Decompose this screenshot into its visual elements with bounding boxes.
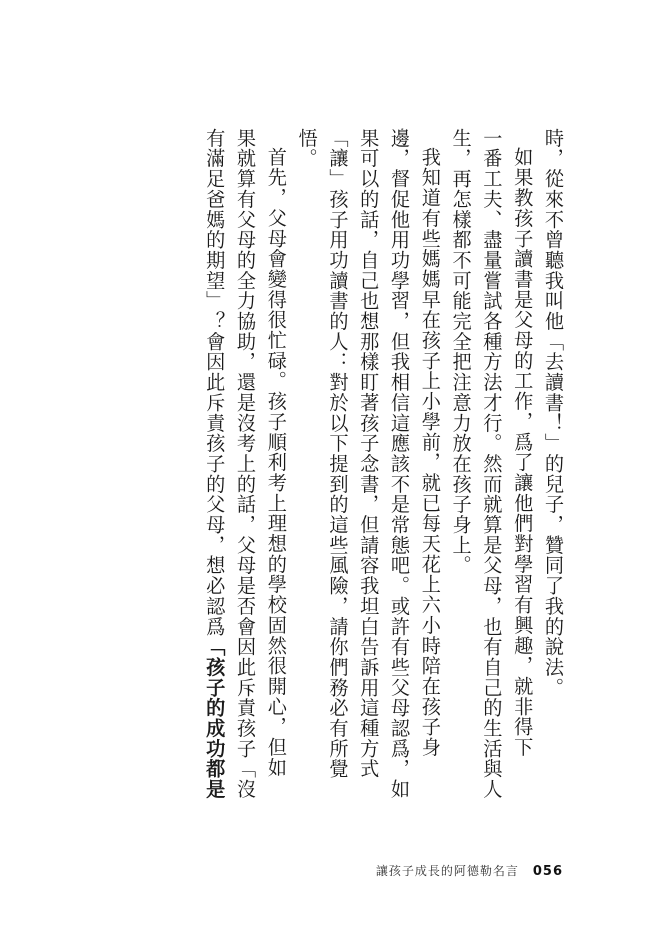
text-column: 首先，父母會變得很忙碌。孩子順利考上理想的學校固然很開心，但如: [264, 147, 288, 779]
text-column: 邊，督促他用功學習，但我相信這應該不是常態吧。或許有些父母認爲，如: [388, 128, 412, 800]
page-footer: [376, 862, 563, 879]
text-column: 「讓」孩子用功讀書的人：對於以下提到的這些風險，請你們務必有所覺: [326, 128, 350, 780]
vertical-text-body: [198, 128, 568, 800]
bold-emphasis: 「孩子的成功都是: [203, 636, 227, 800]
text-column: 悟。: [295, 128, 319, 169]
text-column: 我知道有些媽媽早在孩子上小學前，就已每天花上六小時陪在孩子身: [418, 147, 442, 758]
text-column: 如果教孩子讀書是父母的工作，爲了讓他們對學習有興趣，就非得下: [511, 147, 535, 758]
text-column: 時，從來不曾聽我叫他「去讀書！」的兒子，贊同了我的說法。: [542, 128, 565, 698]
text-column: 有滿足爸媽的期望」？會因此斥責孩子的父母，想必認爲「孩子的成功都是: [203, 128, 227, 800]
text-column: 果就算有父母的全力協助，還是沒考上的話，父母是否會因此斥責孩子「沒: [234, 128, 258, 800]
text-column: 一番工夫、盡量嘗試各種方法才行。然而就算是父母，也有自己的生活與人: [480, 128, 504, 800]
text-column: 生，再怎樣都不可能完全把注意力放在孩子身上。: [449, 128, 473, 576]
text-column: 果可以的話，自己也想那樣盯著孩子念書，但請容我坦白告訴用這種方式: [357, 128, 381, 780]
page-number: 056: [532, 864, 563, 879]
running-book-title: 讓孩子成長的阿德勒名言: [375, 864, 519, 878]
